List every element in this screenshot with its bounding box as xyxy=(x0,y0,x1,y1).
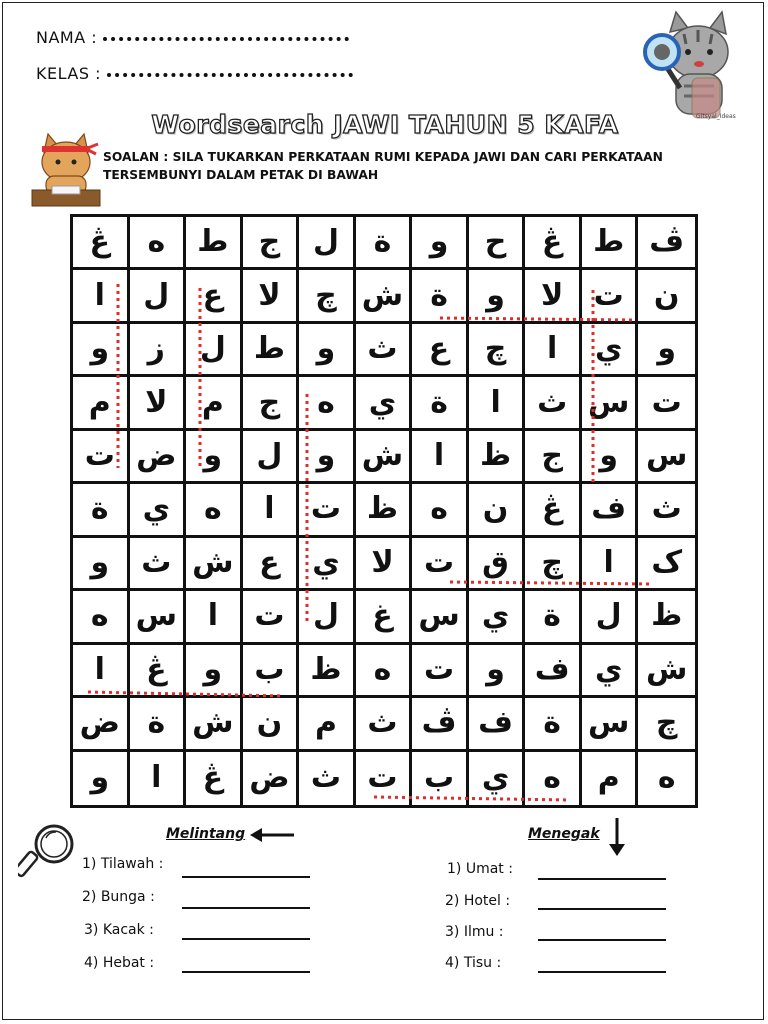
grid-cell[interactable]: ع xyxy=(243,538,300,591)
melintang-clue-2: 2) Bunga : xyxy=(82,889,155,905)
grid-cell[interactable]: ق xyxy=(469,538,526,591)
grid-cell[interactable]: ش xyxy=(638,645,695,698)
grid-cell[interactable]: لا xyxy=(525,270,582,323)
grid-cell[interactable]: ت xyxy=(73,431,130,484)
grid-cell[interactable]: ط xyxy=(186,217,243,270)
grid-cell[interactable]: ش xyxy=(186,698,243,751)
grid-cell[interactable]: ڠ xyxy=(525,217,582,270)
grid-cell[interactable]: م xyxy=(186,377,243,430)
grid-cell[interactable]: ب xyxy=(243,645,300,698)
grid-cell[interactable]: چ xyxy=(525,538,582,591)
grid-cell[interactable]: ا xyxy=(243,484,300,537)
watermark-text: Gitsyal_Ideas xyxy=(696,113,736,120)
grid-cell[interactable]: ا xyxy=(582,538,639,591)
melintang-clue-4: 4) Hebat : xyxy=(84,955,155,971)
grid-cell[interactable]: ڤ xyxy=(638,217,695,270)
grid-cell[interactable]: ا xyxy=(73,645,130,698)
menegak-clue-1: 1) Umat : xyxy=(447,861,513,877)
grid-cell[interactable]: ظ xyxy=(356,484,413,537)
grid-cell[interactable]: ث xyxy=(356,698,413,751)
grid-cell[interactable]: چ xyxy=(469,324,526,377)
grid-cell[interactable]: ض xyxy=(243,752,300,805)
grid-cell[interactable]: ع xyxy=(412,324,469,377)
grid-cell[interactable]: چ xyxy=(299,270,356,323)
grid-cell[interactable]: ڠ xyxy=(130,645,187,698)
grid-cell[interactable]: ف xyxy=(469,698,526,751)
page-title: Wordsearch JAWI TAHUN 5 KAFA xyxy=(151,110,619,139)
grid-cell[interactable]: ة xyxy=(412,377,469,430)
arrow-left-icon xyxy=(250,826,296,844)
grid-cell[interactable]: و xyxy=(186,645,243,698)
grid-cell[interactable]: و xyxy=(412,217,469,270)
grid-cell[interactable]: و xyxy=(73,538,130,591)
grid-cell[interactable]: ڠ xyxy=(73,217,130,270)
menegak-answer-3[interactable] xyxy=(538,939,666,941)
grid-cell[interactable]: ڠ xyxy=(525,484,582,537)
grid-cell[interactable]: ث xyxy=(525,377,582,430)
grid-cell[interactable]: ن xyxy=(469,484,526,537)
grid-cell[interactable]: ف xyxy=(525,645,582,698)
grid-cell[interactable]: ض xyxy=(73,698,130,751)
grid-cell[interactable]: ه xyxy=(73,591,130,644)
grid-cell[interactable]: ف xyxy=(582,484,639,537)
menegak-clue-2: 2) Hotel : xyxy=(445,893,511,909)
nama-label: NAMA : xyxy=(36,28,98,47)
grid-cell[interactable]: ن xyxy=(638,270,695,323)
grid-cell[interactable]: س xyxy=(638,431,695,484)
grid-cell[interactable]: ه xyxy=(412,484,469,537)
grid-cell[interactable]: ز xyxy=(130,324,187,377)
grid-cell[interactable]: ه xyxy=(299,377,356,430)
melintang-answer-1[interactable] xyxy=(182,876,310,878)
nama-blank[interactable] xyxy=(103,29,349,41)
menegak-answer-4[interactable] xyxy=(538,971,666,973)
grid-cell[interactable]: لا xyxy=(130,377,187,430)
grid-cell[interactable]: ث xyxy=(638,484,695,537)
grid-cell[interactable]: لا xyxy=(243,270,300,323)
grid-cell[interactable]: ا xyxy=(469,377,526,430)
grid-cell[interactable]: ة xyxy=(525,591,582,644)
grid-cell[interactable]: ث xyxy=(130,538,187,591)
kelas-label: KELAS : xyxy=(36,64,101,83)
grid-cell[interactable]: ا xyxy=(412,431,469,484)
grid-cell[interactable]: ي xyxy=(582,324,639,377)
grid-cell[interactable]: ض xyxy=(130,431,187,484)
grid-cell[interactable]: ه xyxy=(356,645,413,698)
nama-field[interactable] xyxy=(36,28,349,47)
grid-cell[interactable]: ث xyxy=(356,324,413,377)
grid-cell[interactable]: ح xyxy=(469,217,526,270)
melintang-clue-1: 1) Tilawah : xyxy=(82,856,164,872)
cat-studying-icon xyxy=(30,128,102,210)
grid-cell[interactable]: ي xyxy=(356,377,413,430)
menegak-heading: Menegak xyxy=(528,826,600,842)
melintang-heading: Melintang xyxy=(166,826,246,842)
kelas-blank[interactable] xyxy=(107,65,353,77)
wordsearch-grid xyxy=(70,214,698,808)
grid-cell[interactable]: ل xyxy=(186,324,243,377)
grid-cell[interactable]: ط xyxy=(243,324,300,377)
grid-cell[interactable]: ج xyxy=(243,377,300,430)
menegak-clue-4: 4) Tisu : xyxy=(445,955,502,971)
grid-cell[interactable]: لا xyxy=(356,538,413,591)
grid-cell[interactable]: ه xyxy=(130,217,187,270)
melintang-clue-3: 3) Kacak : xyxy=(84,922,154,938)
grid-cell[interactable]: و xyxy=(299,431,356,484)
grid-cell[interactable]: ک xyxy=(638,538,695,591)
grid-cell[interactable]: و xyxy=(299,324,356,377)
grid-cell[interactable]: ت xyxy=(412,645,469,698)
instruction-text: SOALAN : SILA TUKARKAN PERKATAAN RUMI KEPADA JAWI DAN CARI PERKATAAN TERSEMBUNYI DALAM PETAK DI BAWAH xyxy=(103,150,663,182)
grid-cell[interactable]: ت xyxy=(356,752,413,805)
arrow-down-icon xyxy=(607,818,627,856)
grid-cell[interactable]: ع xyxy=(186,270,243,323)
menegak-clue-3: 3) Ilmu : xyxy=(445,924,504,940)
grid-cell[interactable]: ة xyxy=(73,484,130,537)
menegak-answer-2[interactable] xyxy=(538,908,666,910)
grid-cell[interactable]: ن xyxy=(243,698,300,751)
grid-cell[interactable]: ب xyxy=(412,752,469,805)
grid-cell[interactable]: ل xyxy=(582,591,639,644)
grid-cell[interactable]: ج xyxy=(525,431,582,484)
grid-cell[interactable]: ج xyxy=(243,217,300,270)
melintang-answer-3[interactable] xyxy=(182,938,310,940)
grid-cell[interactable]: ل xyxy=(299,591,356,644)
grid-cell[interactable]: و xyxy=(73,324,130,377)
grid-cell[interactable]: ي xyxy=(130,484,187,537)
cat-detective-icon xyxy=(640,8,740,120)
grid-cell[interactable]: ا xyxy=(73,270,130,323)
grid-cell[interactable]: ث xyxy=(299,752,356,805)
grid-cell[interactable]: س xyxy=(412,591,469,644)
grid-cell[interactable]: ڠ xyxy=(186,752,243,805)
grid-cell[interactable]: ا xyxy=(130,752,187,805)
grid-cell[interactable]: و xyxy=(73,752,130,805)
grid-cell[interactable]: ت xyxy=(582,270,639,323)
grid-cell[interactable]: ڤ xyxy=(412,698,469,751)
grid-cell[interactable]: ه xyxy=(525,752,582,805)
grid-cell[interactable]: س xyxy=(582,698,639,751)
grid-cell[interactable]: ش xyxy=(356,270,413,323)
grid-cell[interactable]: و xyxy=(469,645,526,698)
grid-cell[interactable]: م xyxy=(299,698,356,751)
grid-cell[interactable]: ش xyxy=(356,431,413,484)
grid-cell[interactable]: و xyxy=(186,431,243,484)
grid-cell[interactable]: ي xyxy=(582,645,639,698)
magnifier-icon xyxy=(18,820,78,892)
grid-cell[interactable]: س xyxy=(582,377,639,430)
kelas-field[interactable] xyxy=(36,64,353,83)
grid-cell[interactable]: ل xyxy=(243,431,300,484)
melintang-answer-4[interactable] xyxy=(182,971,310,973)
grid-cell[interactable]: ي xyxy=(299,538,356,591)
grid-cell[interactable]: ي xyxy=(469,752,526,805)
grid-cell[interactable]: ل xyxy=(299,217,356,270)
grid-cell[interactable]: ة xyxy=(412,270,469,323)
grid-cell[interactable]: چ xyxy=(638,698,695,751)
grid-cell[interactable]: ل xyxy=(130,270,187,323)
grid-cell[interactable]: ظ xyxy=(638,591,695,644)
grid-cell[interactable]: ظ xyxy=(299,645,356,698)
grid-cell[interactable]: ت xyxy=(243,591,300,644)
grid-cell[interactable]: ه xyxy=(186,484,243,537)
melintang-answer-2[interactable] xyxy=(182,907,310,909)
grid-cell[interactable]: ا xyxy=(525,324,582,377)
grid-cell[interactable]: ظ xyxy=(469,431,526,484)
grid-cell[interactable]: ت xyxy=(638,377,695,430)
grid-cell[interactable]: و xyxy=(582,431,639,484)
grid-cell[interactable]: ش xyxy=(186,538,243,591)
grid-cell[interactable]: و xyxy=(638,324,695,377)
grid-cell[interactable]: ي xyxy=(469,591,526,644)
grid-cell[interactable]: ط xyxy=(582,217,639,270)
grid-cell[interactable]: ت xyxy=(299,484,356,537)
grid-cell[interactable]: ه xyxy=(657,760,676,796)
grid-cell[interactable]: س xyxy=(130,591,187,644)
grid-cell[interactable]: م xyxy=(582,752,639,805)
grid-cell[interactable]: م xyxy=(73,377,130,430)
grid-cell[interactable]: ة xyxy=(525,698,582,751)
grid-cell[interactable]: ة xyxy=(356,217,413,270)
grid-cell[interactable]: ا xyxy=(186,591,243,644)
grid-cell[interactable]: ت xyxy=(412,538,469,591)
menegak-answer-1[interactable] xyxy=(538,878,666,880)
grid-cell[interactable]: و xyxy=(469,270,526,323)
grid-cell[interactable]: غ xyxy=(356,591,413,644)
grid-cell[interactable]: ة xyxy=(130,698,187,751)
